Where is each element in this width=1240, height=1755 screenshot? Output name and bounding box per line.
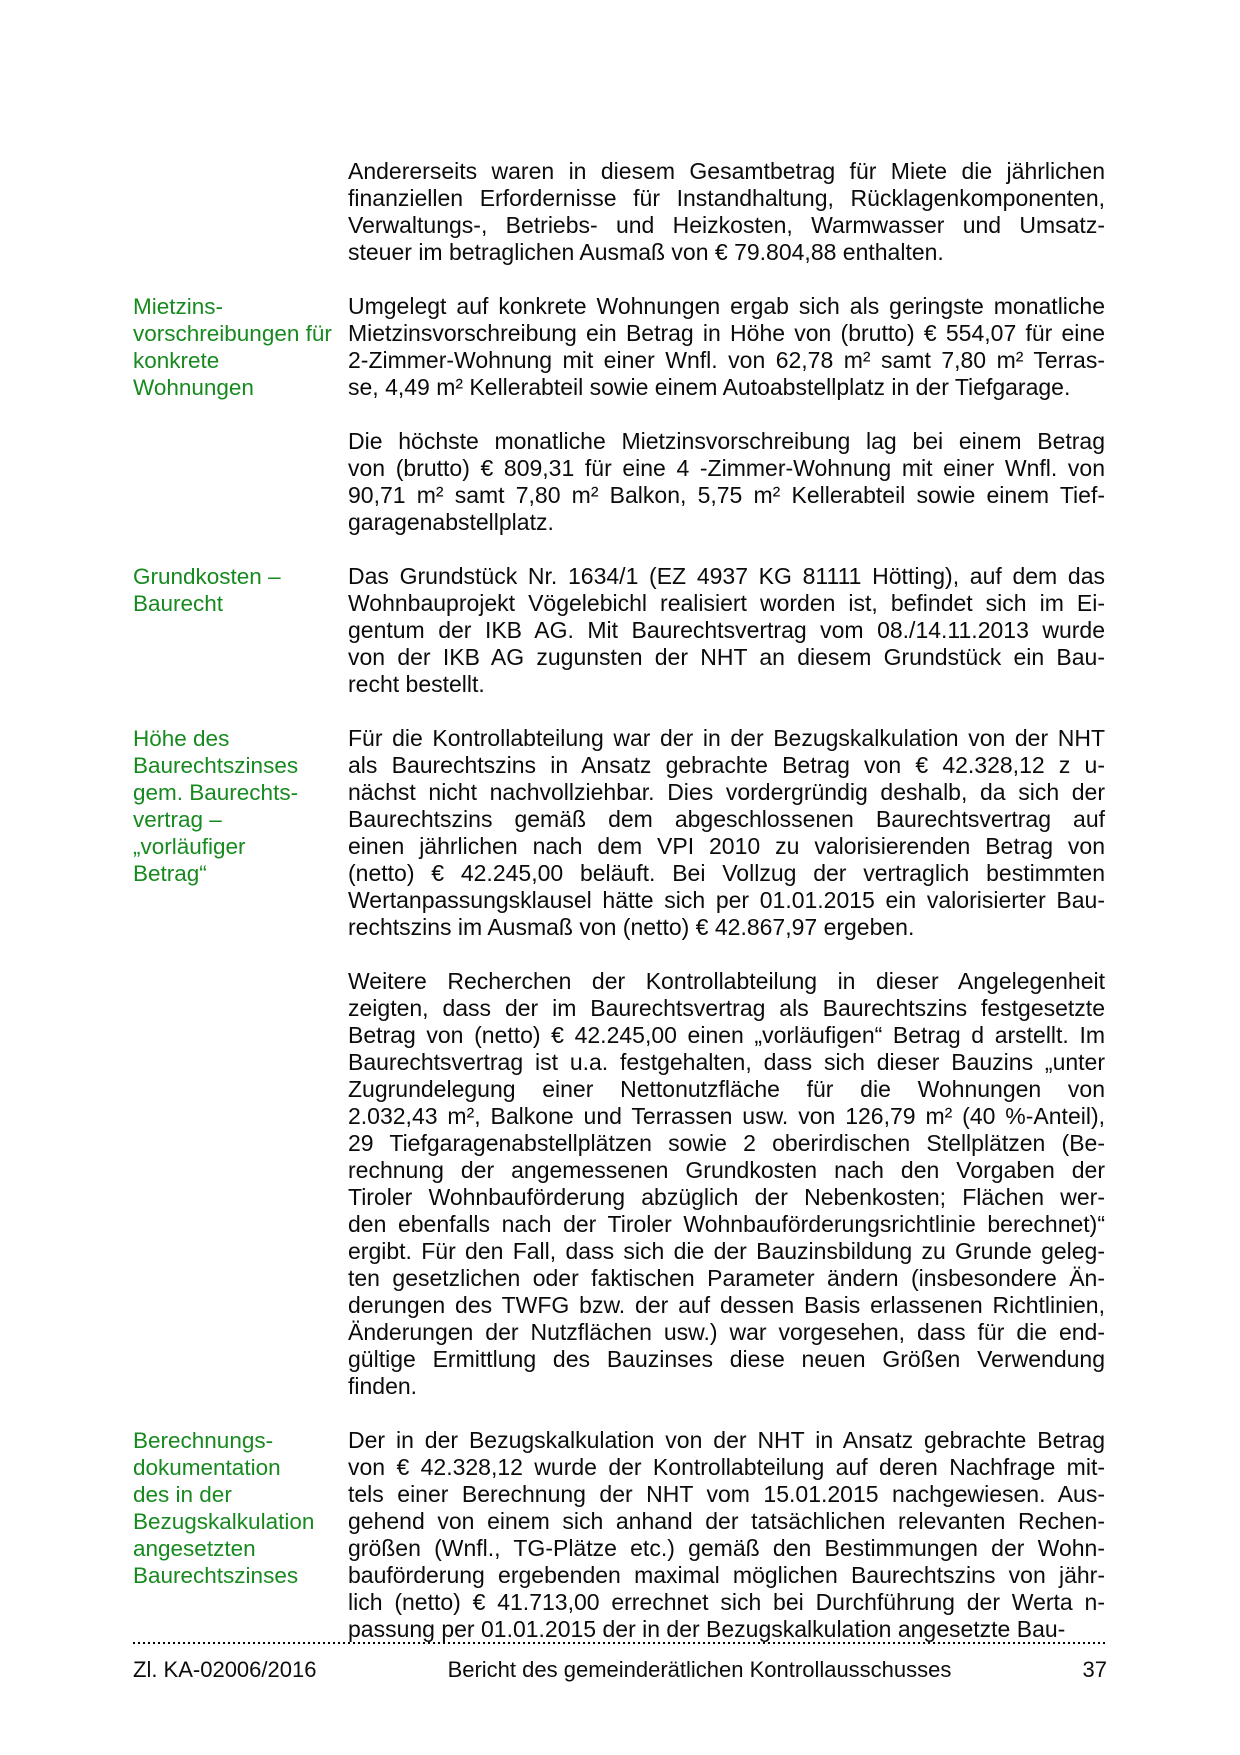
section <box>133 158 1105 293</box>
paragraph: Das Grundstück Nr. 1634/1 (EZ 4937 KG 81111 Hötting), auf dem das Wohnbauprojekt Vögelebichl realisiert worden ist, befindet sich im Ei- gentum der IKB AG. Mit Baurechtsvertrag vom 08./14.11.2013 wurde von der IKB AG zugunsten der NHT an diesem Grundstück ein Bau- recht bestellt. <box>348 563 1105 697</box>
paragraph: Die höchste monatliche Mietzinsvorschreibung lag bei einem Betrag von (brutto) € 809,31 für eine 4 -Zimmer-Wohnung mit einer Wnfl. von 90,71 m² samt 7,80 m² Balkon, 5,75 m² Kellerabteil sowie einem Tief- garagenabstellplatz. <box>348 428 1105 535</box>
section-heading: Mietzins- vorschreibungen für konkrete Wohnungen <box>133 294 332 400</box>
footer-dotted-divider <box>133 1642 1107 1645</box>
section-text <box>348 563 1105 725</box>
section-text <box>348 725 1105 1427</box>
footer-page-number: 37 <box>1082 1657 1107 1682</box>
section-text <box>348 1427 1105 1670</box>
section-text <box>348 158 1105 293</box>
section <box>133 1427 1105 1670</box>
footer-title: Bericht des gemeinderätlichen Kontrollausschusses <box>447 1657 952 1682</box>
footer-row <box>133 1657 1107 1683</box>
section-text <box>348 293 1105 563</box>
paragraph: Umgelegt auf konkrete Wohnungen ergab sich als geringste monatliche Mietzinsvorschreibung ein Betrag in Höhe von (brutto) € 554,07 für eine 2-Zimmer-Wohnung mit einer Wnfl. von 62,78 m² samt 7,80 m² Terras- se, 4,49 m² Kellerabteil sowie einem Autoabstellplatz in der Tiefgarage. <box>348 293 1105 400</box>
section <box>133 293 1105 563</box>
section-heading: Höhe des Baurechtszinses gem. Baurechts- vertrag – „vorläufiger Betrag“ <box>133 726 299 886</box>
page-footer <box>133 1642 1107 1683</box>
paragraph: Der in der Bezugskalkulation von der NHT in Ansatz gebrachte Betrag von € 42.328,12 wurde der Kontrollabteilung auf deren Nachfrage mit- tels einer Berechnung der NHT vom 15.01.2015 nachgewiesen. Aus- gehend von einem sich anhand der tatsächlichen relevanten Rechen- größen (Wnfl., TG-Plätze etc.) gemäß den Bestimmungen der Wohn- bauförderung ergebenden maximal möglichen Baurechtszins von jähr- lich (netto) € 41.713,00 errechnet sich bei Durchführung der Werta n- passung per 01.01.2015 der in der Bezugskalkulation angesetzte Bau- <box>348 1427 1105 1642</box>
paragraph: Weitere Recherchen der Kontrollabteilung in dieser Angelegenheit zeigten, dass der im Baurechtsvertrag als Baurechtszins festgesetzte Betrag von (netto) € 42.245,00 einen „vorläufigen“ Betrag d arstellt. Im Baurechtsvertrag ist u.a. festgehalten, dass sich dieser Bauzins „unter Zugrundelegung einer Nettonutzfläche für die Wohnungen von 2.032,43 m², Balkone und Terrassen usw. von 126,79 m² (40 %-Anteil), 29 Tiefgaragenabstellplätzen sowie 2 oberirdischen Stellplätzen (Be- rechnung der angemessenen Grundkosten nach den Vorgaben der Tiroler Wohnbauförderung abzüglich der Nebenkosten; Flächen wer- den ebenfalls nach der Tiroler Wohnbauförderungsrichtlinie berechnet)“ ergibt. Für den Fall, dass sich die der Bauzinsbildung zu Grunde geleg- ten gesetzlichen oder faktischen Parameter ändern (insbesondere Än- derungen des TWFG bzw. der auf dessen Basis erlassenen Richtlinien, Änderungen der Nutzflächen usw.) war vorgesehen, dass für die end- gültige Ermittlung des Bauzinses diese neuen Größen Verwendung finden. <box>348 968 1105 1399</box>
footer-reference: Zl. KA-02006/2016 <box>133 1657 317 1682</box>
section-heading: Berechnungs- dokumentation des in der Bezugskalkulation angesetzten Baurechtszinses <box>133 1428 315 1588</box>
section <box>133 563 1105 725</box>
document-body <box>133 158 1105 1670</box>
section <box>133 725 1105 1427</box>
paragraph: Andererseits waren in diesem Gesamtbetrag für Miete die jährlichen finanziellen Erfordernisse für Instandhaltung, Rücklagenkomponenten, Verwaltungs-, Betriebs- und Heizkosten, Warmwasser und Umsatz- steuer im betraglichen Ausmaß von € 79.804,88 enthalten. <box>348 158 1105 265</box>
paragraph: Für die Kontrollabteilung war der in der Bezugskalkulation von der NHT als Baurechtszins in Ansatz gebrachte Betrag von € 42.328,12 z u- nächst nicht nachvollziehbar. Dies vordergründig deshalb, da sich der Baurechtszins gemäß dem abgeschlossenen Baurechtsvertrag auf einen jährlichen nach dem VPI 2010 zu valorisierenden Betrag von (netto) € 42.245,00 beläuft. Bei Vollzug der vertraglich bestimmten Wertanpassungsklausel hätte sich per 01.01.2015 ein valorisierter Bau- rechtszins im Ausmaß von (netto) € 42.867,97 ergeben. <box>348 725 1105 940</box>
section-heading: Grundkosten – Baurecht <box>133 564 281 616</box>
